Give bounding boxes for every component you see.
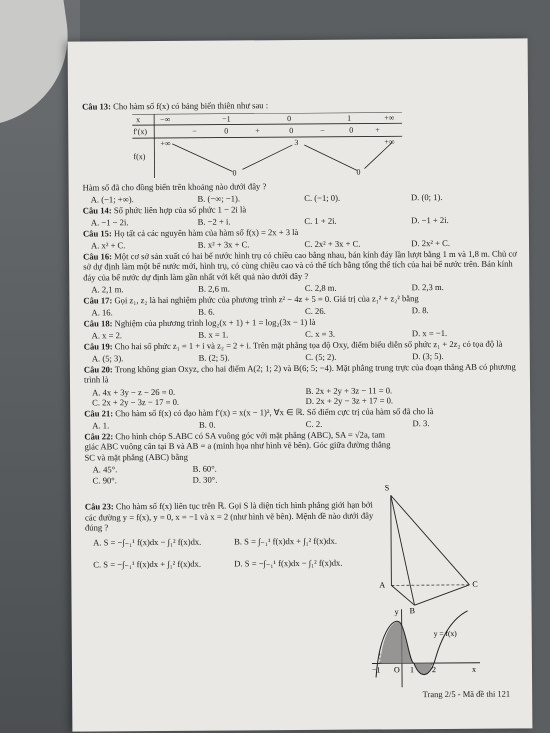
q21-title: Câu 21: [84, 407, 114, 419]
pyramid-label-a: A [379, 580, 386, 590]
q19-option-c[interactable]: C. (5; 2). [305, 351, 337, 362]
q20-option-b[interactable]: B. 2x + 2y + 3z − 11 = 0. [305, 384, 393, 396]
page-footer: Trang 2/5 - Mã đề thi 121 [422, 688, 511, 700]
area-graph-svg [372, 607, 483, 690]
question-22 [84, 429, 394, 463]
q21-option-d[interactable]: D. 3. [412, 418, 430, 429]
question-21 [84, 405, 519, 419]
variation-table-lines [132, 112, 402, 178]
q16-option-c[interactable]: C. 2,8 m. [304, 282, 337, 293]
graph-function-label: y = f(x) [433, 628, 457, 639]
q21-option-a[interactable]: A. 1. [92, 420, 110, 431]
q17-option-c[interactable]: C. 26. [304, 305, 326, 316]
q13-option-c[interactable]: C. (−1; 0). [304, 192, 341, 203]
q20-text: Trong không gian Oxyz, cho hai điểm A(2; 1; 2) và B(6; 5; −4). Mặt phẳng trung trực của đoạn thẳng AB có phương trình là [83, 360, 516, 385]
vt-x-4: +∞ [384, 112, 395, 122]
pyramid-svg [369, 487, 490, 618]
q20-title: Câu 20: [83, 363, 113, 375]
graph-x-label: x [471, 664, 477, 674]
q22-option-b[interactable]: B. 60°. [192, 463, 217, 474]
q15-option-c[interactable]: C. 2x² + 3x + C. [304, 238, 361, 249]
vt-x-2: 0 [287, 113, 292, 123]
vt-x-0: −∞ [160, 114, 171, 124]
q16-title: Câu 16: [83, 250, 113, 262]
question-18 [84, 315, 519, 329]
vt-x-3: 1 [347, 113, 352, 123]
q14-text: Số phức liên hợp của số phức 1 − 2i là [113, 203, 247, 215]
q22-options [93, 463, 293, 485]
q20-option-c[interactable]: C. 2x + 2y − 3z − 17 = 0. [92, 396, 180, 408]
variation-table [132, 112, 402, 178]
vt-fp-label: f′(x) [133, 126, 148, 136]
vt-fp-0: − [192, 126, 197, 136]
q19-option-a[interactable]: A. (5; 3). [91, 353, 124, 364]
q14-option-a[interactable]: A. −1 − 2i. [90, 217, 129, 228]
q13-option-b[interactable]: B. (−∞; −1). [197, 193, 241, 204]
question-23-block [85, 499, 375, 570]
question-15 [83, 225, 518, 239]
question-23 [85, 499, 375, 533]
q15-title: Câu 15: [82, 227, 112, 239]
q23-option-a[interactable]: A. S = −∫₋₁¹ f(x)dx − ∫₁² f(x)dx. [93, 536, 202, 547]
q17-title: Câu 17: [83, 294, 113, 306]
vt-f-label: f(x) [133, 151, 146, 161]
q21-text: Cho hàm số f(x) có đạo hàm f′(x) = x(x − 1)², ∀x ∈ ℝ. Số điểm cực trị của hàm số đã cho là [115, 405, 434, 418]
graph-origin-label: O [393, 665, 400, 675]
area-graph-figure [372, 607, 483, 690]
question-14 [83, 202, 518, 216]
vt-f-1: 0 [232, 167, 237, 177]
q15-option-d[interactable]: D. 2x² + C. [411, 237, 450, 249]
q22-option-c[interactable]: C. 90°. [92, 474, 117, 485]
q16-option-d[interactable]: D. 2,3 m. [411, 281, 444, 293]
q14-option-b[interactable]: B. −2 + i. [197, 216, 231, 227]
pyramid-label-b: B [409, 606, 415, 616]
q13-option-a[interactable]: A. (−1; +∞). [90, 194, 134, 205]
vt-f-4: +∞ [384, 136, 395, 146]
q19-title: Câu 19: [83, 340, 113, 352]
pyramid-label-c: C [472, 579, 478, 589]
q19-text: Cho hai số phức z₁ = 1 + i và z₂ = 2 + i. Trên mặt phẳng tọa độ Oxy, điểm biểu diễn số phức z₁ + 2z₂ có tọa độ là [114, 338, 503, 351]
vt-fp-6: + [375, 124, 380, 134]
q23-title: Câu 23: [84, 501, 114, 512]
q21-option-b[interactable]: B. 0. [198, 419, 216, 430]
q23-option-b[interactable]: B. S = ∫₋₁¹ f(x)dx + ∫₁² f(x)dx. [234, 535, 338, 546]
vt-fp-1: 0 [224, 125, 229, 136]
vt-x-label: x [136, 114, 141, 124]
pyramid-label-s: S [384, 483, 390, 493]
q20-option-a[interactable]: A. 4x + 3y − z − 26 = 0. [92, 386, 176, 397]
q14-option-d[interactable]: D. −1 + 2i. [411, 214, 449, 226]
q21-option-c[interactable]: C. 2. [305, 418, 323, 429]
vt-x-1: −1 [222, 113, 231, 124]
q23-option-c[interactable]: C. S = −∫₋₁¹ f(x)dx + ∫₁² f(x)dx. [93, 558, 202, 570]
q14-title: Câu 14: [82, 204, 112, 216]
q18-title: Câu 18: [83, 317, 113, 329]
q13-title: Câu 13: [82, 101, 111, 112]
graph-one: 1 [409, 665, 415, 675]
q22-text: Cho hình chóp S.ABC có SA vuông góc với mặt phẳng (ABC), SA = √2a, tam giác ABC vuông cân tại B và AB = a (minh họa như hình vẽ bên). Góc giữa đường thẳng SC và mặt phẳng (ABC) bằng [84, 428, 391, 463]
q15-option-b[interactable]: B. x² + 3x + C. [197, 239, 250, 250]
q13-option-d[interactable]: D. (0; 1). [410, 192, 443, 203]
q17-option-d[interactable]: D. 8. [411, 305, 429, 316]
q13-question: Hàm số đã cho đồng biến trên khoảng nào dưới đây ? [82, 180, 267, 193]
vt-fp-4: − [320, 125, 325, 135]
question-20 [84, 361, 519, 385]
graph-y-label: y [394, 607, 399, 617]
q15-option-a[interactable]: A. x² + C. [90, 240, 126, 251]
q15-text: Họ tất cả các nguyên hàm của hàm số f(x) = 2x + 3 là [113, 226, 299, 238]
q23-option-d[interactable]: D. S = −∫₋₁¹ f(x)dx − ∫₁² f(x)dx. [234, 557, 343, 569]
q17-option-b[interactable]: B. 6. [198, 306, 215, 317]
graph-two: 2 [431, 665, 437, 675]
vt-f-0: +∞ [160, 138, 171, 148]
q18-option-a[interactable]: A. x = 2. [91, 330, 123, 341]
q20-option-d[interactable]: D. 2x + 2y − 3z + 17 = 0. [305, 395, 394, 406]
q19-option-b[interactable]: B. (2; 5). [198, 352, 230, 363]
question-13 [82, 98, 517, 112]
q16-option-a[interactable]: A. 2,1 m. [91, 284, 124, 295]
question-17 [83, 292, 518, 306]
q16-text: Một cơ sở sản xuất có hai bể nước hình trụ có chiều cao bằng nhau, bán kính đáy lần lượt bằng 1 m và 1,8 m. Chủ cơ sở dự định làm một bể nước mới, hình trụ, có cùng chiều cao và có thể tích bằng tổng thể tích của hai bể nước trên. Bán kính đáy của bể nước dự định làm gần nhất với kết quả nào dưới đây ? [83, 247, 517, 283]
graph-minus-one: −1 [371, 665, 381, 675]
vt-f-2: 3 [294, 137, 299, 147]
q23-text: Cho hàm số f(x) liên tục trên ℝ. Gọi S là diện tích hình phẳng giới hạn bởi các đường y = f(x), y = 0, x = −1 và x = 2 (như hình vẽ bên). Mệnh đề nào dưới đây đúng ? [84, 499, 374, 533]
question-16 [83, 248, 518, 283]
vt-fp-3: 0 [289, 125, 294, 135]
q18-option-d[interactable]: D. x = −1. [411, 327, 448, 339]
pyramid-figure [369, 483, 490, 618]
q17-option-a[interactable]: A. 16. [91, 307, 113, 318]
vt-fp-5: 0 [349, 125, 354, 135]
q19-option-d[interactable]: D. (3; 5). [412, 350, 444, 362]
q22-title: Câu 22: [84, 430, 114, 442]
q22-option-a[interactable]: A. 45°. [92, 464, 118, 475]
q17-text: Gọi z₁, z₂ là hai nghiệm phức của phương trình z² − 4z + 5 = 0. Giá trị của z₁² + z₂² bằng [114, 292, 419, 305]
question-22-block [84, 429, 394, 486]
q14-option-c[interactable]: C. 1 + 2i. [304, 215, 337, 226]
vt-f-3: 0 [356, 167, 361, 177]
exam-page [68, 38, 533, 731]
vt-fp-2: + [255, 125, 260, 135]
q20-options [92, 384, 519, 408]
q18-option-b[interactable]: B. x = 1. [198, 329, 229, 340]
q18-text: Nghiệm của phương trình log₂(x + 1) + 1 = log₂(3x − 1) là [114, 316, 316, 328]
question-19 [84, 338, 519, 352]
q23-options [93, 535, 375, 570]
q13-text: Cho hàm số f(x) có bảng biến thiên như sau : [113, 100, 269, 112]
q22-option-d[interactable]: D. 30°. [192, 474, 218, 485]
q16-option-b[interactable]: B. 2,6 m. [198, 283, 230, 294]
q18-option-c[interactable]: C. x = 3. [305, 328, 336, 339]
